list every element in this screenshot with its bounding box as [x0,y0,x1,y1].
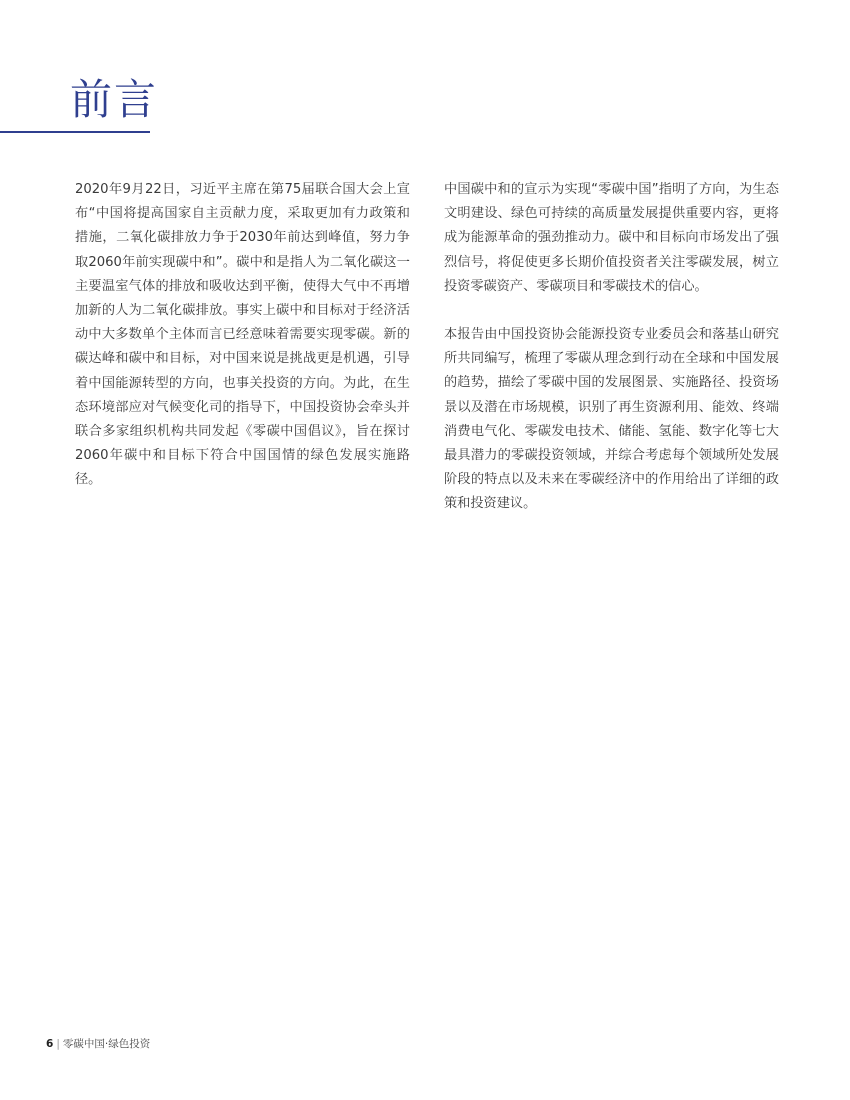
page-number: 6 [46,1038,54,1050]
page-footer [46,1037,150,1051]
title-underline [0,131,150,133]
page-title: 前言 [70,75,159,124]
left-column [75,178,410,493]
paragraph-carbon-neutral-signal: 中国碳中和的宣示为实现“零碳中国”指明了方向，为生态文明建设、绿色可持续的高质量发展提供重要内容，更将成为能源革命的强劲推动力。碳中和目标向市场发出了强烈信号，将促使更多长期价值投资者关注零碳发展，树立投资零碳资产、零碳项目和零碳技术的信心。 [444,182,779,294]
footer-separator: | [56,1038,60,1050]
publication-name: 零碳中国·绿色投资 [62,1038,151,1050]
paragraph-report-scope: 本报告由中国投资协会能源投资专业委员会和落基山研究所共同编写，梳理了零碳从理念到行动在全球和中国发展的趋势，描绘了零碳中国的发展图景、实施路径、投资场景以及潜在市场规模，识别了再生资源利用、能效、终端消费电气化、零碳发电技术、储能、氢能、数字化等七大最具潜力的零碳投资领域，并综合考虑每个领域所处发展阶段的特点以及未来在零碳经济中的作用给出了详细的政策和投资建议。 [444,327,779,512]
paragraph-intro: 2020年9月22日，习近平主席在第75届联合国大会上宣布“中国将提高国家自主贡献力度，采取更加有力政策和措施，二氧化碳排放力争于2030年前达到峰值，努力争取2060年前实现碳中和”。碳中和是指人为二氧化碳这一主要温室气体的排放和吸收达到平衡，使得大气中不再增加新的人为二氧化碳排放。事实上碳中和目标对于经济活动中大多数单个主体而言已经意味着需要实现零碳。新的碳达峰和碳中和目标，对中国来说是挑战更是机遇，引导着中国能源转型的方向，也事关投资的方向。为此，在生态环境部应对气候变化司的指导下，中国投资协会牵头并联合多家组织机构共同发起《零碳中国倡议》，旨在探讨2060年碳中和目标下符合中国国情的绿色发展实施路径。 [75,182,410,488]
right-column [444,178,779,517]
